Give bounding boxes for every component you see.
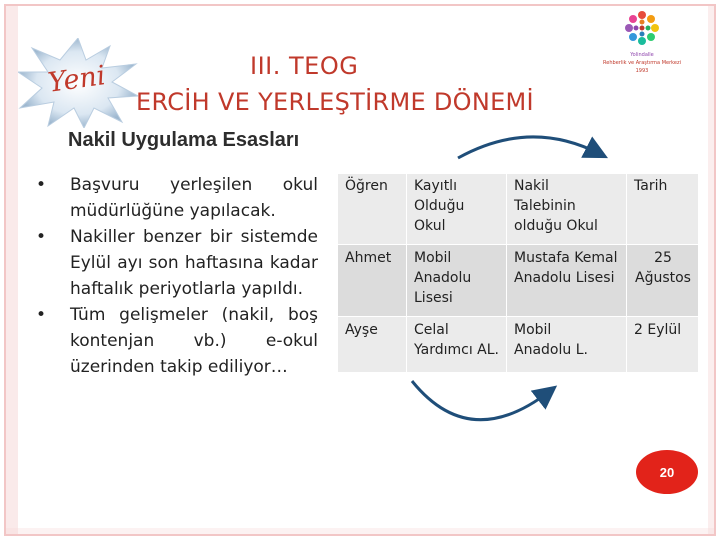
table-cell: Ayşe xyxy=(345,322,378,338)
table-header-cell: Nakil Talebinin olduğu Okul xyxy=(514,178,598,234)
table-cell: Ahmet xyxy=(345,250,392,266)
page-number-badge: 20 xyxy=(636,450,698,494)
logo-line-3: 1993 xyxy=(635,68,649,74)
curved-arrow-bottom-icon xyxy=(400,375,560,431)
flower-logo-icon xyxy=(622,8,662,48)
table-header-cell: Tarih xyxy=(634,178,668,194)
page-title-line1: III. TEOG xyxy=(250,52,359,80)
table-cell: 25 Ağustos xyxy=(635,250,691,286)
table-cell: Mustafa Kemal Anadolu Lisesi xyxy=(514,250,618,286)
bullet-text: Tüm gelişmeler (nakil, boş kontenjan vb.) e-okul üzerinden takip ediliyor… xyxy=(70,305,318,377)
bullet-text: Başvuru yerleşilen okul müdürlüğüne yapılacak. xyxy=(70,175,318,221)
bullet-dot-icon: • xyxy=(36,175,47,195)
table-divider xyxy=(626,174,627,372)
table-cell: Mobil Anadolu Lisesi xyxy=(414,250,472,306)
table-divider xyxy=(338,316,698,317)
bullet-item xyxy=(30,302,318,380)
table-cell: Celal Yardımcı AL. xyxy=(414,322,499,358)
bullet-item xyxy=(30,224,318,302)
table-divider xyxy=(338,244,698,245)
bullet-dot-icon: • xyxy=(36,305,47,325)
curved-arrow-top-icon xyxy=(450,124,610,164)
table-header-cell: Kayıtlı Olduğu Okul xyxy=(414,178,465,234)
bullet-text: Nakiller benzer bir sistemde Eylül ayı son haftasına kadar haftalık periyotlarla yapıldı. xyxy=(70,227,318,299)
table-cell: Mobil Anadolu L. xyxy=(514,322,588,358)
logo-line-2: Rehberlik ve Araştırma Merkezi xyxy=(603,60,681,66)
table-header-cell: Öğren xyxy=(345,178,388,194)
bullet-dot-icon: • xyxy=(36,227,47,247)
table-cell: 2 Eylül xyxy=(634,322,682,338)
logo xyxy=(594,8,690,84)
page-title-line2: ERCİH VE YERLEŞTİRME DÖNEMİ xyxy=(136,88,534,116)
bullet-item xyxy=(30,172,318,224)
page-subtitle: Nakil Uygulama Esasları xyxy=(68,129,300,151)
bullet-list xyxy=(30,172,318,380)
logo-line-1: Yolindalle xyxy=(630,52,654,58)
table-divider xyxy=(406,174,407,372)
starburst-label: Yeni xyxy=(46,60,108,99)
